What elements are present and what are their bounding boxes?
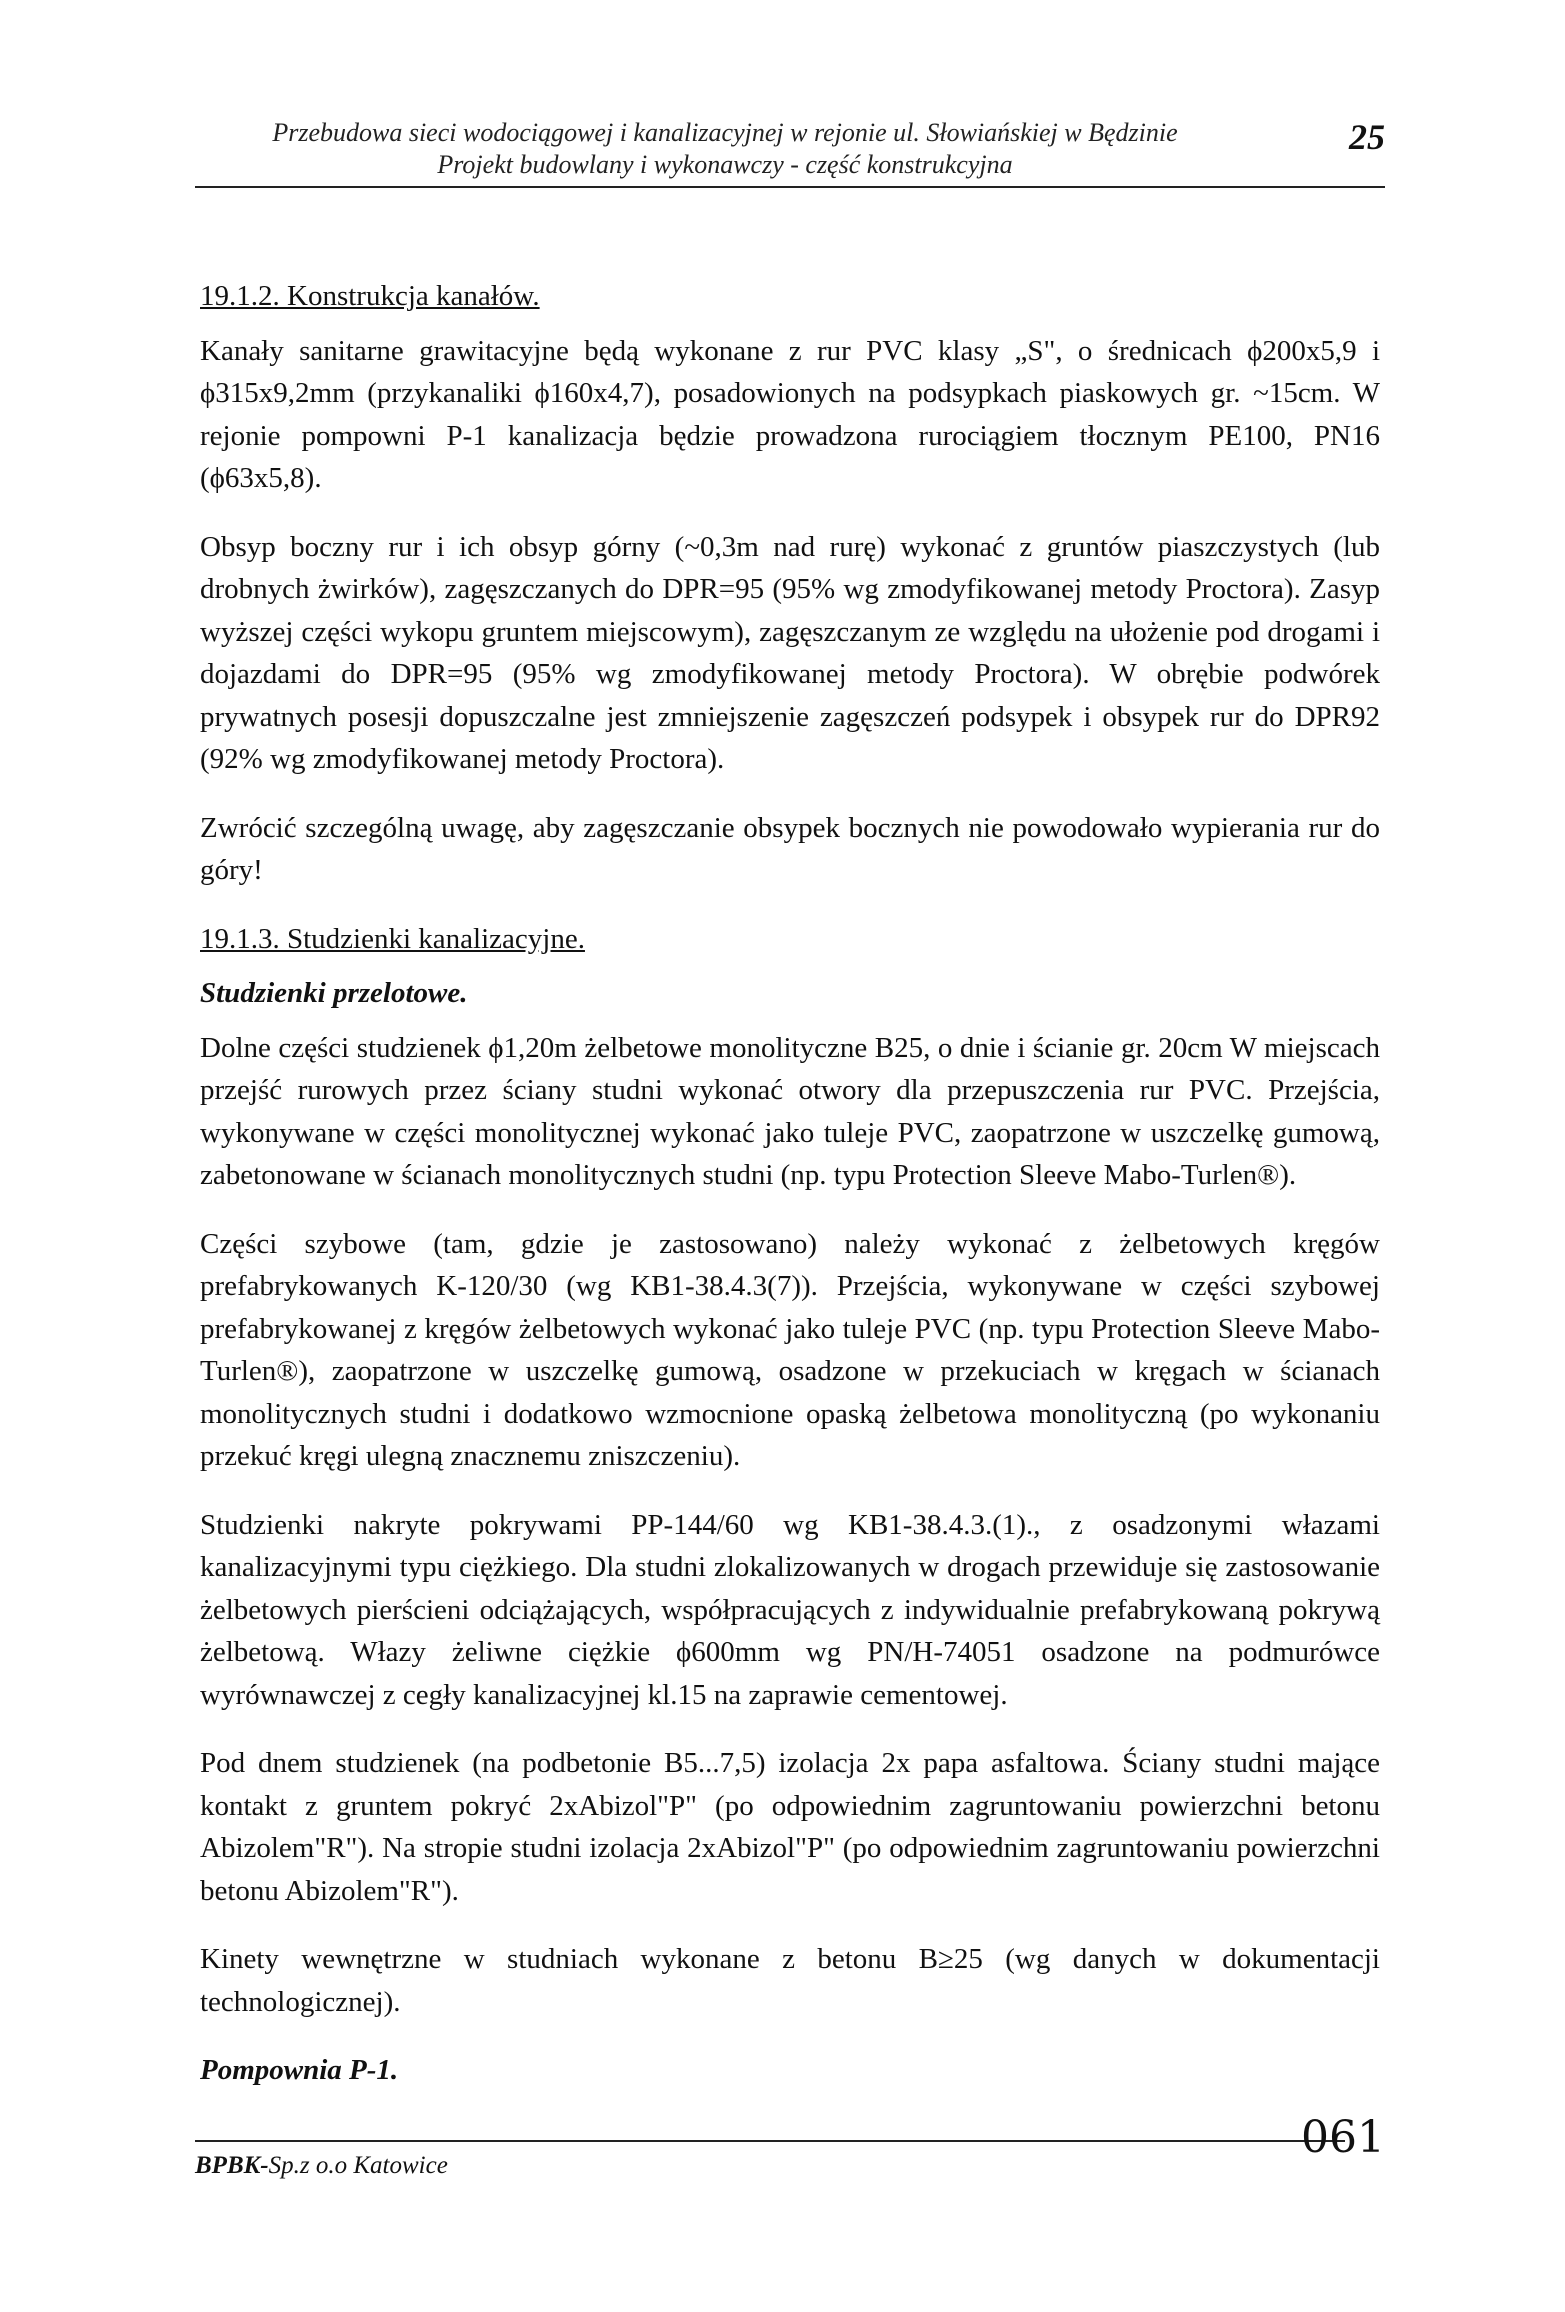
document-body <box>200 275 1380 2104</box>
footer-company <box>195 2152 448 2180</box>
subheading-pompownia: Pompownia P-1. <box>200 2054 399 2086</box>
footer-divider <box>195 2140 1345 2142</box>
sheet-number-stamp: 061 <box>1301 2112 1385 2163</box>
page-header <box>195 110 1385 190</box>
header-project-title: Przebudowa sieci wodociągowej i kanalizacyjnej w rejonie ul. Słowiańskiej w Będzinie <box>272 118 1178 147</box>
header-project-subtitle: Projekt budowlany i wykonawczy - część konstrukcyjna <box>437 150 1013 179</box>
footer-company-name: Sp.z o.o Katowice <box>268 2152 448 2179</box>
paragraph: Dolne części studzienek ϕ1,20m żelbetowe monolityczne B25, o dnie i ścianie gr. 20cm W miejscach przejść rurowych przez ściany studni wykonać otwory dla przepuszczenia rur PVC. Przejścia, wykonywane w części monolitycznej wykonać jako tuleje PVC, zaopatrzone w uszczelkę gumową, zabetonowane w ścianach monolitycznych studni (np. typu Protection Sleeve Mabo-Turlen®). <box>200 1031 1380 1191</box>
paragraph: Kinety wewnętrzne w studniach wykonane z betonu B≥25 (wg danych w dokumentacji technologicznej). <box>200 1943 1380 2018</box>
paragraph: Obsyp boczny rur i ich obsyp górny (~0,3m nad rurę) wykonać z gruntów piaszczystych (lub drobnych żwirków), zagęszczanych do DPR=95 (95% wg zmodyfikowanej metody Proctora). Zasyp wyższej części wykopu gruntem miejscowym), zagęszczanym ze względu na ułożenie pod drogami i dojazdami do DPR=95 (95% wg zmodyfikowanej metody Proctora). W obrębie podwórek prywatnych posesji dopuszczalne jest zmniejszenie zagęszczeń podsypek i obsypek rur do DPR92 (92% wg zmodyfikowanej metody Proctora). <box>200 530 1380 775</box>
subheading-studzienki-przelotowe: Studzienki przelotowe. <box>200 977 468 1009</box>
paragraph: Pod dnem studzienek (na podbetonie B5...7,5) izolacja 2x papa asfaltowa. Ściany studni mające kontakt z gruntem pokryć 2xAbizol"P" (po odpowiednim zagruntowaniu powierzchni betonu Abizolem"R"). Na stropie studni izolacja 2xAbizol"P" (po odpowiednim zagruntowaniu powierzchni betonu Abizolem"R"). <box>200 1747 1380 1907</box>
paragraph: Części szybowe (tam, gdzie je zastosowano) należy wykonać z żelbetowych kręgów prefabrykowanych K-120/30 (wg KB1-38.4.3(7)). Przejścia, wykonywane w części szybowej prefabrykowanej z kręgów żelbetowych wykonać jako tuleje PVC (np. typu Protection Sleeve Mabo-Turlen®), zaopatrzone w uszczelkę gumową, osadzone w przekuciach w kręgach w ścianach monolitycznych studni i dodatkowo wzmocnione opaską żelbetowa monolityczną (po wykonaniu przekuć kręgi ulegną znacznemu zniszczeniu). <box>200 1227 1380 1472</box>
footer-company-code: BPBK- <box>195 2152 269 2179</box>
header-divider <box>195 186 1385 188</box>
section-heading-studzienki: 19.1.3. Studzienki kanalizacyjne. <box>200 922 585 955</box>
paragraph: Studzienki nakryte pokrywami PP-144/60 wg KB1-38.4.3.(1)., z osadzonymi włazami kanalizacyjnymi typu ciężkiego. Dla studni zlokalizowanych w drogach przewiduje się zastosowanie żelbetowych pierścieni odciążających, współpracujących z indywidualnie prefabrykowaną pokrywą żelbetową. Włazy żeliwne ciężkie ϕ600mm wg PN/H-74051 osadzone na podmurówce wyrównawczej z cegły kanalizacyjnej kl.15 na zaprawie cementowej. <box>200 1508 1380 1711</box>
paragraph: Zwrócić szczególną uwagę, aby zagęszczanie obsypek bocznych nie powodowało wypierania rur do góry! <box>200 811 1380 886</box>
paragraph: Kanały sanitarne grawitacyjne będą wykonane z rur PVC klasy „S", o średnicach ϕ200x5,9 i ϕ315x9,2mm (przykanaliki ϕ160x4,7), posadowionych na podsypkach piaskowych gr. ~15cm. W rejonie pompowni P-1 kanalizacja będzie prowadzona rurociągiem tłocznym PE100, PN16 (ϕ63x5,8). <box>200 334 1380 494</box>
page-footer <box>195 2112 1385 2200</box>
section-heading-konstrukcja: 19.1.2. Konstrukcja kanałów. <box>200 280 540 312</box>
page-number: 25 <box>1349 117 1385 157</box>
